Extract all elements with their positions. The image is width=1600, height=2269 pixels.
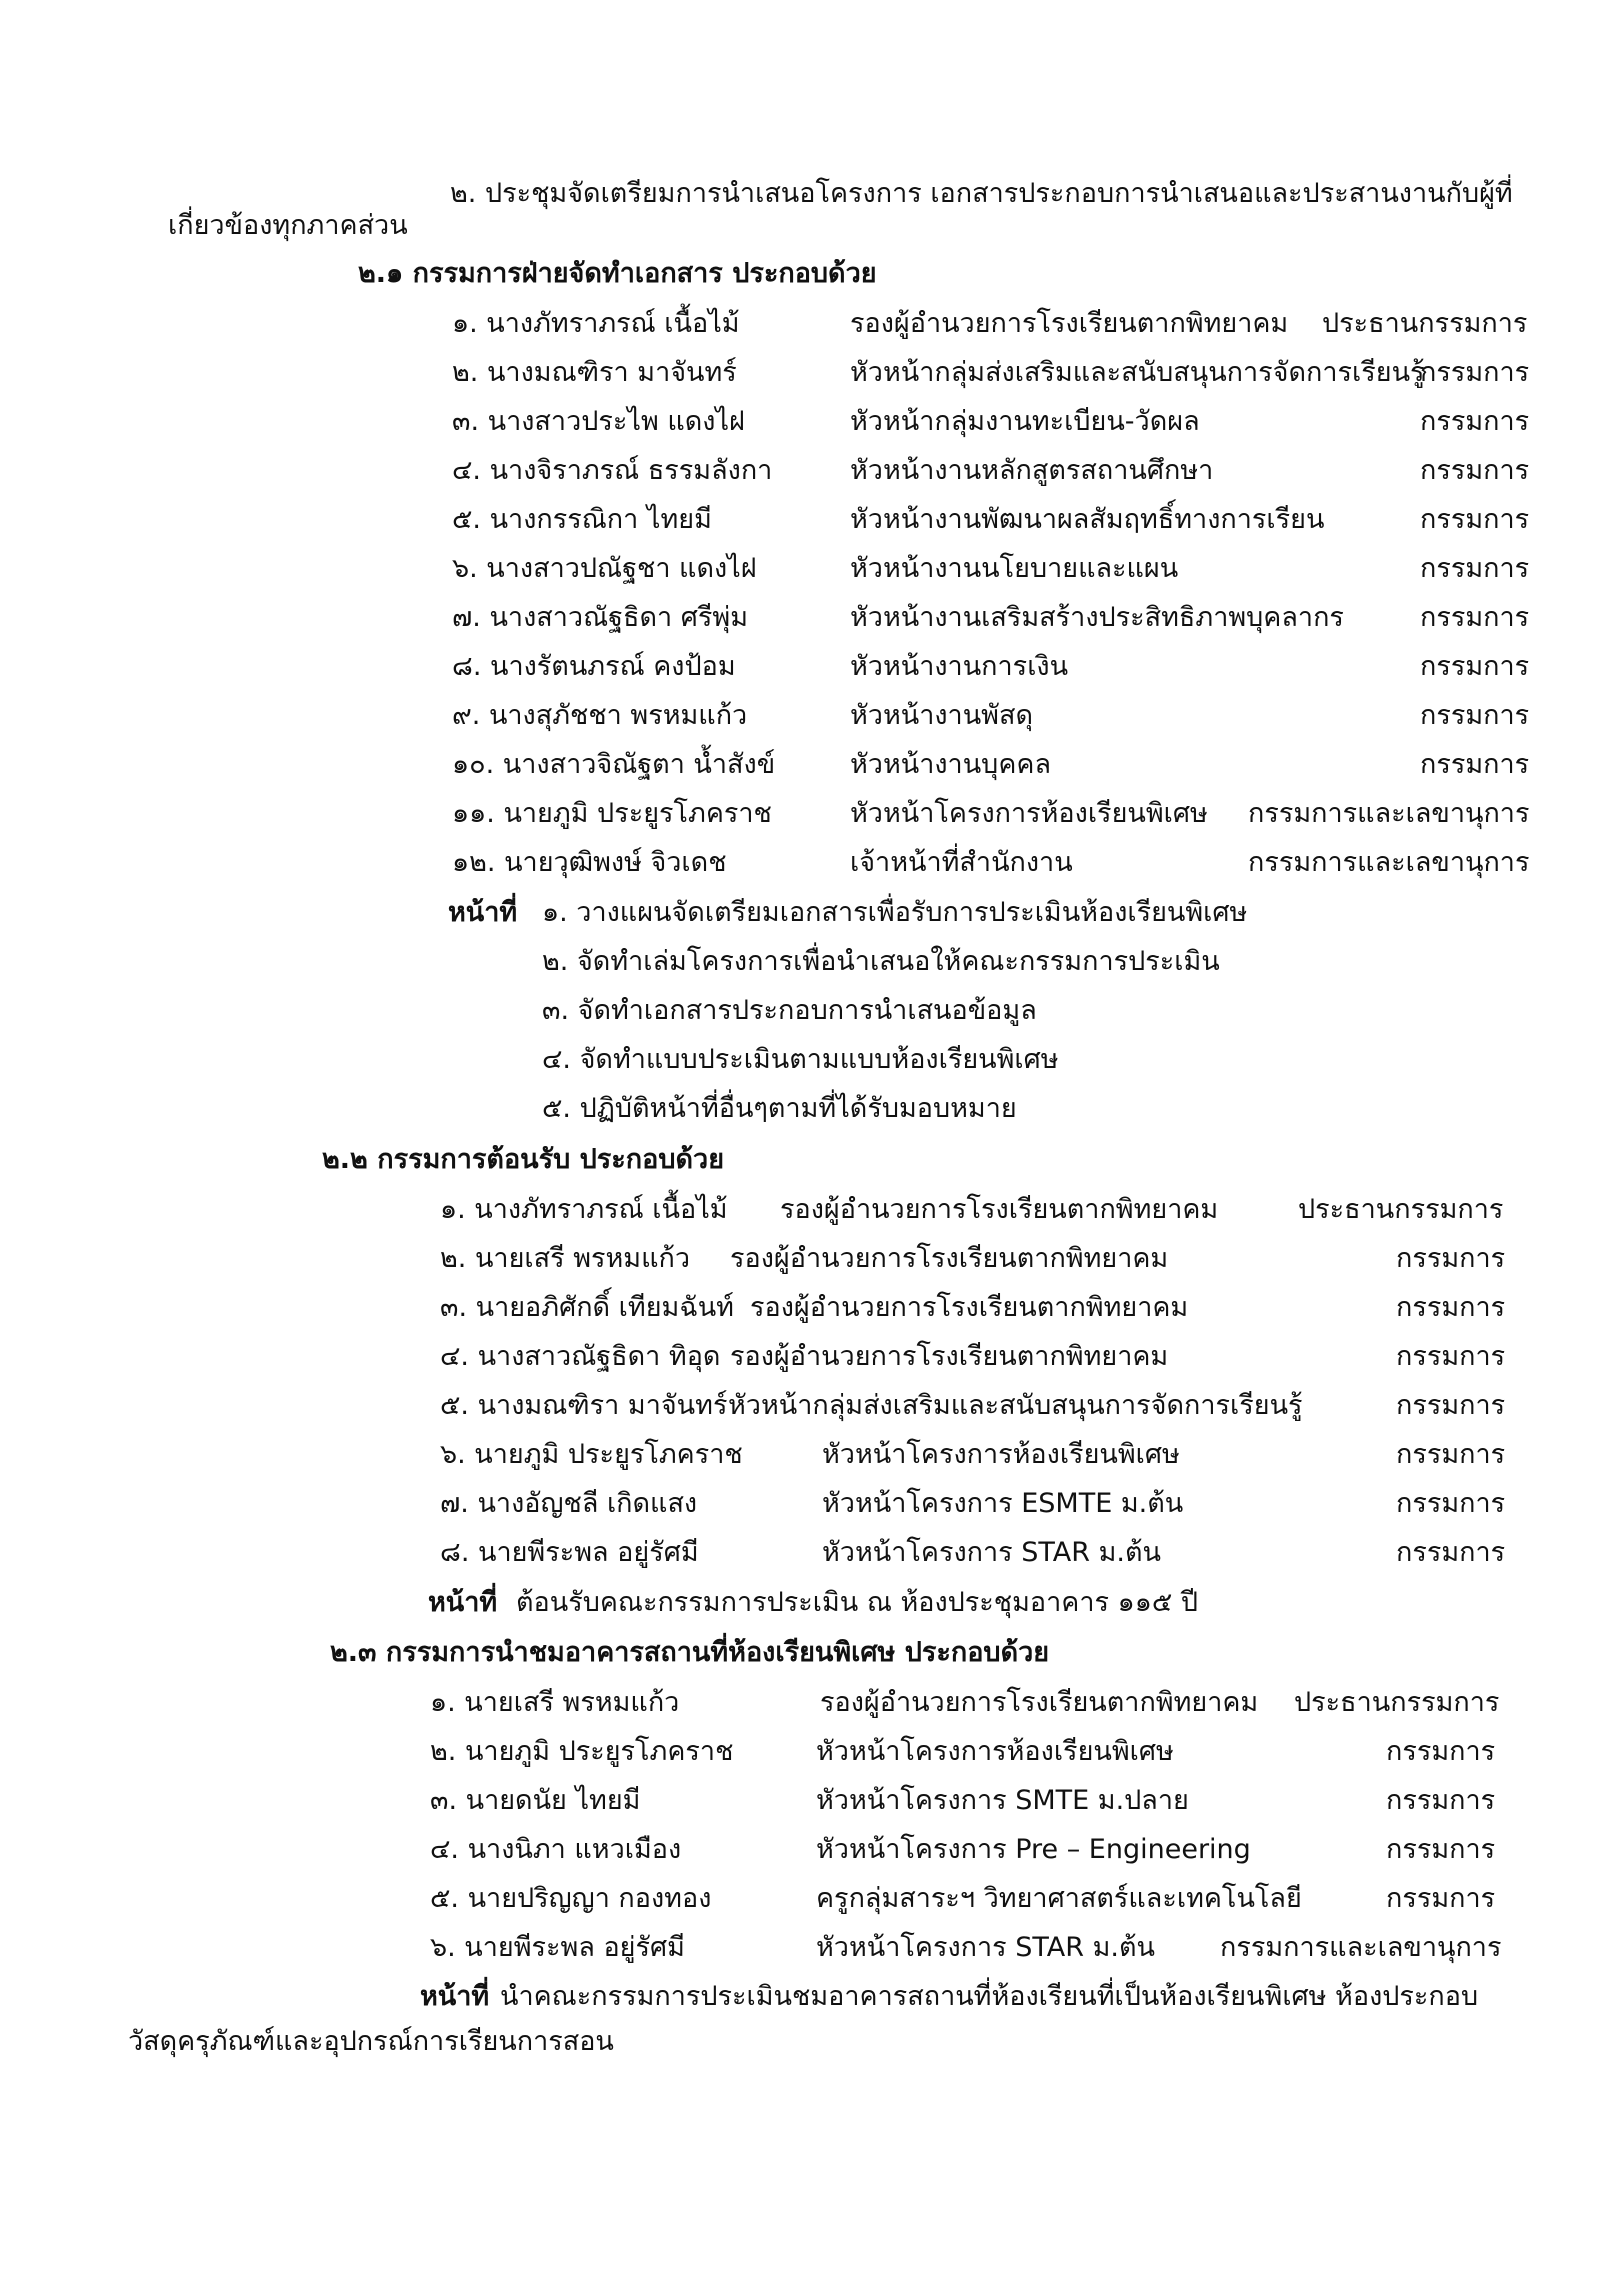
member-role: กรรมการ <box>1386 1785 1496 1816</box>
s21-member-row <box>0 651 1600 691</box>
s21-duty-item: ๒. จัดทำเล่มโครงการเพื่อนำเสนอให้คณะกรรมการประเมิน <box>542 946 1220 977</box>
member-position: หัวหน้างานการเงิน <box>850 651 1069 682</box>
s22-member-row <box>0 1439 1600 1479</box>
member-name: ๒. นายเสรี พรหมแก้ว <box>440 1243 691 1274</box>
member-name: ๖. นางสาวปณัฐชา แดงไฝ <box>452 553 757 584</box>
member-position: หัวหน้าโครงการ ESMTE ม.ต้น <box>822 1488 1184 1519</box>
s23-duty-label: หน้าที่ <box>420 1981 490 2012</box>
member-position: หัวหน้าโครงการ STAR ม.ต้น <box>816 1932 1155 1963</box>
member-position: รองผู้อำนวยการโรงเรียนตากพิทยาคม <box>850 308 1289 339</box>
member-position: หัวหน้ากลุ่มงานทะเบียน-วัดผล <box>850 406 1200 437</box>
member-position: รองผู้อำนวยการโรงเรียนตากพิทยาคม <box>780 1194 1219 1225</box>
s23-member-row <box>0 1785 1600 1825</box>
s23-member-row <box>0 1932 1600 1972</box>
s23-duty-line-2: วัสดุครุภัณฑ์และอุปกรณ์การเรียนการสอน <box>128 2026 614 2057</box>
s21-member-row <box>0 749 1600 789</box>
member-role: กรรมการ <box>1396 1292 1506 1323</box>
member-name: ๕. นายปริญญา กองทอง <box>430 1883 712 1914</box>
s22-member-row <box>0 1390 1600 1430</box>
member-position: หัวหน้าโครงการห้องเรียนพิเศษ <box>850 798 1208 829</box>
member-role: กรรมการ <box>1420 651 1530 682</box>
member-position: หัวหน้างานเสริมสร้างประสิทธิภาพบุคลากร <box>850 602 1344 633</box>
member-name: ๕. นางกรรณิกา ไทยมี <box>452 504 712 535</box>
member-position: หัวหน้าโครงการ STAR ม.ต้น <box>822 1537 1161 1568</box>
s23-duty-line-1: นำคณะกรรมการประเมินชมอาคารสถานที่ห้องเรียนที่เป็นห้องเรียนพิเศษ ห้องประกอบ <box>500 1981 1479 2012</box>
member-role: กรรมการ <box>1420 406 1530 437</box>
s22-duty-label: หน้าที่ <box>428 1587 498 1618</box>
s21-duty-item: ๓. จัดทำเอกสารประกอบการนำเสนอข้อมูล <box>542 995 1037 1026</box>
member-name: ๓. นายอภิศักดิ์ เทียมฉันท์ <box>440 1292 734 1323</box>
member-role: ประธานกรรมการ <box>1322 308 1528 339</box>
intro-line-1: ๒. ประชุมจัดเตรียมการนำเสนอโครงการ เอกสารประกอบการนำเสนอและประสานงานกับผู้ที่ <box>450 178 1513 209</box>
s21-member-row <box>0 357 1600 397</box>
member-name: ๗. นางอัญชลี เกิดแสง <box>440 1488 698 1519</box>
member-role: กรรมการ <box>1420 455 1530 486</box>
member-role: กรรมการ <box>1396 1488 1506 1519</box>
member-name: ๑. นายเสรี พรหมแก้ว <box>430 1687 680 1718</box>
s22-member-row <box>0 1537 1600 1577</box>
member-name: ๔. นางสาวณัฐธิดา ทิอุด <box>440 1341 721 1372</box>
intro-line-2: เกี่ยวข้องทุกภาคส่วน <box>168 210 408 241</box>
member-role: กรรมการ <box>1420 504 1530 535</box>
s21-duty-item: ๑. วางแผนจัดเตรียมเอกสารเพื่อรับการประเมินห้องเรียนพิเศษ <box>542 897 1248 928</box>
member-role: กรรมการและเลขานุการ <box>1248 847 1530 878</box>
s22-member-row <box>0 1292 1600 1332</box>
member-position: รองผู้อำนวยการโรงเรียนตากพิทยาคม <box>820 1687 1259 1718</box>
member-role: กรรมการและเลขานุการ <box>1248 798 1530 829</box>
member-position: หัวหน้างานพัสดุ <box>850 700 1033 731</box>
member-position: หัวหน้างานหลักสูตรสถานศึกษา <box>850 455 1214 486</box>
s22-member-row <box>0 1488 1600 1528</box>
s21-member-row <box>0 308 1600 348</box>
member-name: ๒. นายภูมิ ประยูรโภคราช <box>430 1736 734 1767</box>
member-position: รองผู้อำนวยการโรงเรียนตากพิทยาคม <box>750 1292 1189 1323</box>
member-role: ประธานกรรมการ <box>1298 1194 1504 1225</box>
member-role: กรรมการ <box>1420 602 1530 633</box>
s22-member-row <box>0 1341 1600 1381</box>
s21-member-row <box>0 700 1600 740</box>
member-name: ๔. นางจิราภรณ์ ธรรมลังกา <box>452 455 773 486</box>
member-position: หัวหน้างานบุคคล <box>850 749 1051 780</box>
s21-member-row <box>0 504 1600 544</box>
s22-member-row <box>0 1194 1600 1234</box>
member-position: หัวหน้ากลุ่มส่งเสริมและสนับสนุนการจัดการเรียนรู้ <box>728 1390 1303 1421</box>
member-position: หัวหน้าโครงการ SMTE ม.ปลาย <box>816 1785 1189 1816</box>
member-role: ประธานกรรมการ <box>1294 1687 1500 1718</box>
member-role: กรรมการ <box>1420 357 1530 388</box>
s21-member-row <box>0 847 1600 887</box>
member-name: ๓. นายดนัย ไทยมี <box>430 1785 641 1816</box>
member-position: รองผู้อำนวยการโรงเรียนตากพิทยาคม <box>730 1243 1169 1274</box>
member-name: ๔. นางนิภา แหวเมือง <box>430 1834 682 1865</box>
member-position: หัวหน้าโครงการห้องเรียนพิเศษ <box>822 1439 1180 1470</box>
member-role: กรรมการ <box>1396 1243 1506 1274</box>
member-role: กรรมการ <box>1396 1537 1506 1568</box>
member-position: หัวหน้างานพัฒนาผลสัมฤทธิ์ทางการเรียน <box>850 504 1325 535</box>
member-name: ๒. นางมณฑิรา มาจันทร์ <box>452 357 737 388</box>
member-name: ๓. นางสาวประไพ แดงไฝ <box>452 406 745 437</box>
s21-duty-item: ๔. จัดทำแบบประเมินตามแบบห้องเรียนพิเศษ <box>542 1044 1059 1075</box>
member-role: กรรมการ <box>1386 1834 1496 1865</box>
s22-duty-text: ต้อนรับคณะกรรมการประเมิน ณ ห้องประชุมอาคาร ๑๑๕ ปี <box>516 1587 1199 1618</box>
s21-member-row <box>0 455 1600 495</box>
member-position: เจ้าหน้าที่สำนักงาน <box>850 847 1073 878</box>
s23-member-row <box>0 1687 1600 1727</box>
member-name: ๗. นางสาวณัฐธิดา ศรีพุ่ม <box>452 602 749 633</box>
member-role: กรรมการ <box>1386 1883 1496 1914</box>
s22-member-row <box>0 1243 1600 1283</box>
member-name: ๘. นางรัตนภรณ์ คงป้อม <box>452 651 736 682</box>
member-role: กรรมการ <box>1420 553 1530 584</box>
s21-member-row <box>0 406 1600 446</box>
member-position: หัวหน้าโครงการ Pre – Engineering <box>816 1834 1251 1865</box>
s21-member-row <box>0 602 1600 642</box>
member-name: ๖. นายพีระพล อยู่รัศมี <box>430 1932 685 1963</box>
section-2-2-heading: ๒.๒ กรรมการต้อนรับ ประกอบด้วย <box>322 1144 725 1175</box>
section-2-1-heading: ๒.๑ กรรมการฝ่ายจัดทำเอกสาร ประกอบด้วย <box>358 258 877 289</box>
member-position: ครูกลุ่มสาระฯ วิทยาศาสตร์และเทคโนโลยี <box>816 1883 1302 1914</box>
member-name: ๖. นายภูมิ ประยูรโภคราช <box>440 1439 743 1470</box>
member-name: ๑. นางภัทราภรณ์ เนื้อไม้ <box>452 308 740 339</box>
section-2-3-heading: ๒.๓ กรรมการนำชมอาคารสถานที่ห้องเรียนพิเศษ ประกอบด้วย <box>330 1637 1050 1668</box>
s23-member-row <box>0 1883 1600 1923</box>
member-role: กรรมการและเลขานุการ <box>1220 1932 1502 1963</box>
member-name: ๑๐. นางสาวจิณัฐตา น้ำสังข์ <box>452 749 776 780</box>
s21-member-row <box>0 798 1600 838</box>
s21-duty-item: ๕. ปฏิบัติหน้าที่อื่นๆตามที่ได้รับมอบหมาย <box>542 1093 1017 1124</box>
member-role: กรรมการ <box>1396 1390 1506 1421</box>
member-position: หัวหน้ากลุ่มส่งเสริมและสนับสนุนการจัดการเรียนรู้ <box>850 357 1425 388</box>
member-role: กรรมการ <box>1386 1736 1496 1767</box>
member-name: ๘. นายพีระพล อยู่รัศมี <box>440 1537 699 1568</box>
member-name: ๑๑. นายภูมิ ประยูรโภคราช <box>452 798 772 829</box>
member-name: ๑๒. นายวุฒิพงษ์ จิวเดช <box>452 847 727 878</box>
s23-member-row <box>0 1736 1600 1776</box>
member-role: กรรมการ <box>1396 1439 1506 1470</box>
member-name: ๙. นางสุภัชชา พรหมแก้ว <box>452 700 748 731</box>
member-role: กรรมการ <box>1396 1341 1506 1372</box>
member-name: ๕. นางมณฑิรา มาจันทร์ <box>440 1390 728 1421</box>
member-position: หัวหน้างานนโยบายและแผน <box>850 553 1179 584</box>
member-position: หัวหน้าโครงการห้องเรียนพิเศษ <box>816 1736 1174 1767</box>
s21-member-row <box>0 553 1600 593</box>
member-role: กรรมการ <box>1420 749 1530 780</box>
member-position: รองผู้อำนวยการโรงเรียนตากพิทยาคม <box>730 1341 1169 1372</box>
member-name: ๑. นางภัทราภรณ์ เนื้อไม้ <box>440 1194 728 1225</box>
s23-member-row <box>0 1834 1600 1874</box>
s21-duty-label: หน้าที่ <box>448 897 518 928</box>
member-role: กรรมการ <box>1420 700 1530 731</box>
